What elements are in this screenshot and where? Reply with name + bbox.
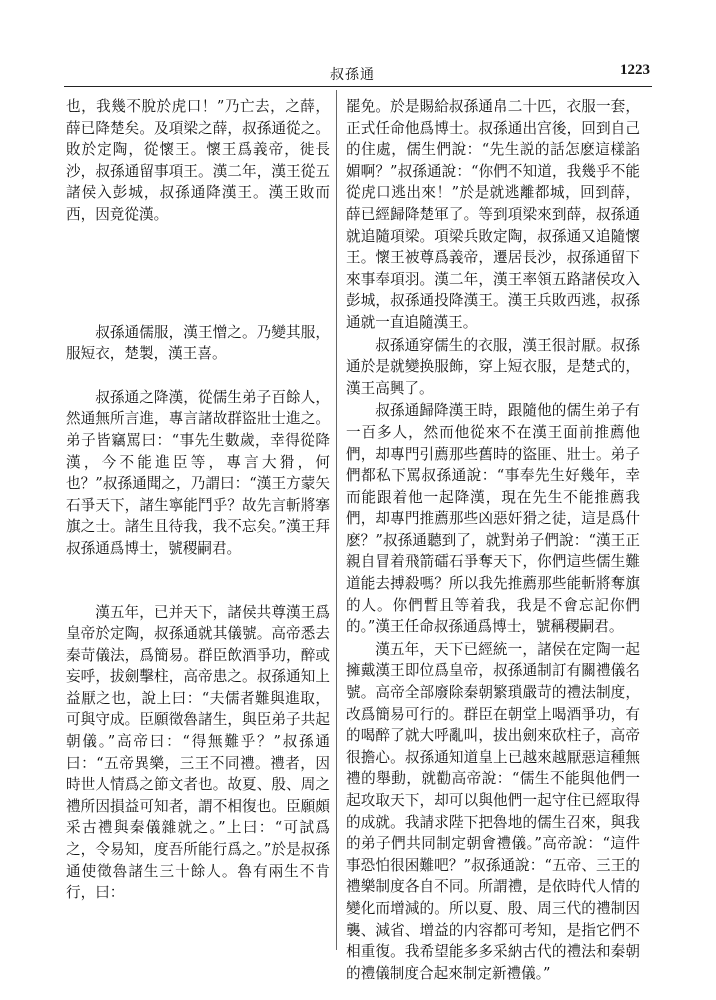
page-number: 1223 bbox=[620, 62, 650, 78]
classical-paragraph-3: 叔孫通之降漢，從儒生弟子百餘人，然通無所言進，專言諸故群盜壯士進之。弟子皆竊罵曰：“事先生數歲，幸得從降漢，今不能進臣等，專言大猾，何也？”叔孫通聞之，乃謂曰：“漢王方蒙矢石爭天下，諸生寧能鬥乎？故先言斬將搴旗之士。諸生且待我，我不忘矣。”漢王拜叔孫通爲博士，號稷嗣君。 bbox=[66, 388, 330, 557]
column-divider bbox=[336, 90, 337, 950]
translation-paragraph-4: 漢五年，天下已經統一，諸侯在定陶一起擁戴漢王即位爲皇帝，叔孫通制訂有關禮儀名號。高帝全部廢除秦朝繁瑣嚴苛的禮法制度，改爲簡易可行的。群臣在朝堂上喝酒爭功，有的喝醉了就大呼亂叫，拔出劍來砍柱子，高帝很擔心。叔孫通知道皇上已越來越厭惡這種無禮的舉動，就勸高帝說：“儒生不能與他們一起攻取天下，却可以與他們一起守住已經取得的成就。我請求陛下把魯地的儒生召來，與我的弟子們共同制定朝會禮儀。”高帝說：“這件事恐怕很困難吧？”叔孫通說：“五帝、三王的禮樂制度各自不同。所謂禮，是依時代人情的變化而增減的。所以夏、殷、周三代的禮制因襲、減省、增益的内容都可考知，是指它們不相重復。我希望能多多采納古代的禮法和秦朝的禮儀制度合起來制定新禮儀。” bbox=[346, 640, 640, 982]
classical-text-column bbox=[66, 96, 330, 904]
translation-paragraph-3: 叔孫通歸降漢王時，跟隨他的儒生弟子有一百多人，然而他從來不在漢王面前推薦他們，却專門引薦那些舊時的盜匪、壯士。弟子們都私下罵叔孫通說：“事奉先生好幾年，幸而能跟着他一起降漢，現在先生不能推薦我們，却專門推薦那些凶惡奸猾之徒，這是爲什麽？”叔孫通聽到了，就對弟子們說：“漢王正親自冒着飛箭礌石爭奪天下，你們這些儒生難道能去搏殺嗎？所以我先推薦那些能斬將奪旗的人。你們暫且等着我，我是不會忘記你們的。”漢王任命叔孫通爲博士，號稱稷嗣君。 bbox=[346, 402, 640, 636]
spacer bbox=[66, 365, 330, 387]
translation-column bbox=[346, 96, 640, 984]
running-header-title: 叔孫通 bbox=[330, 67, 375, 83]
spacer bbox=[66, 226, 330, 322]
classical-paragraph-1: 也，我幾不脫於虎口！”乃亡去，之薛，薛已降楚矣。及項梁之薛，叔孫通從之。敗於定陶，從懷王。懷王爲義帝，徙長沙，叔孫通留事項王。漢二年，漢王從五諸侯入彭城，叔孫通降漢王。漢王敗而西，因竟從漢。 bbox=[66, 98, 330, 223]
header-rule bbox=[64, 86, 652, 87]
translation-paragraph-1: 罷免。於是賜給叔孫通帛二十匹，衣服一套，正式任命他爲博士。叔孫通出宫後，回到自己的住處，儒生們說：“先生説的話怎麽這樣諂媚啊？”叔孫通說：“你們不知道，我幾乎不能從虎口逃出來！”於是就逃離都城，回到薛，薛已經歸降楚軍了。等到項梁來到薛，叔孫通就追隨項梁。項梁兵敗定陶，叔孫通又追隨懷王。懷王被尊爲義帝，遷居長沙，叔孫通留下來事奉項羽。漢二年，漢王率領五路諸侯攻入彭城，叔孫通投降漢王。漢王兵敗西逃，叔孫通就一直追隨漢王。 bbox=[346, 98, 640, 331]
spacer bbox=[66, 560, 330, 602]
classical-paragraph-2: 叔孫通儒服，漢王憎之。乃變其服，服短衣，楚製，漢王喜。 bbox=[66, 323, 330, 363]
classical-paragraph-4: 漢五年，已并天下，諸侯共尊漢王爲皇帝於定陶，叔孫通就其儀號。高帝悉去秦苛儀法，爲簡易。群臣飲酒爭功，醉或妄呼，拔劍擊柱，高帝患之。叔孫通知上益厭之也，說上曰：“夫儒者難與進取，可與守成。臣願徵魯諸生，與臣弟子共起朝儀。”高帝曰：“得無難乎？”叔孫通曰：“五帝異樂，三王不同禮。禮者，因時世人情爲之節文者也。故夏、殷、周之禮所因損益可知者，謂不相復也。臣願頗采古禮與秦儀雜就之。”上曰：“可試爲之，令易知，度吾所能行爲之。”於是叔孫通使徵魯諸生三十餘人。魯有兩生不肯行，曰： bbox=[66, 603, 330, 902]
translation-paragraph-2: 叔孫通穿儒生的衣服，漢王很討厭。叔孫通於是就變换服飾，穿上短衣服，是楚式的，漢王高興了。 bbox=[346, 336, 640, 397]
